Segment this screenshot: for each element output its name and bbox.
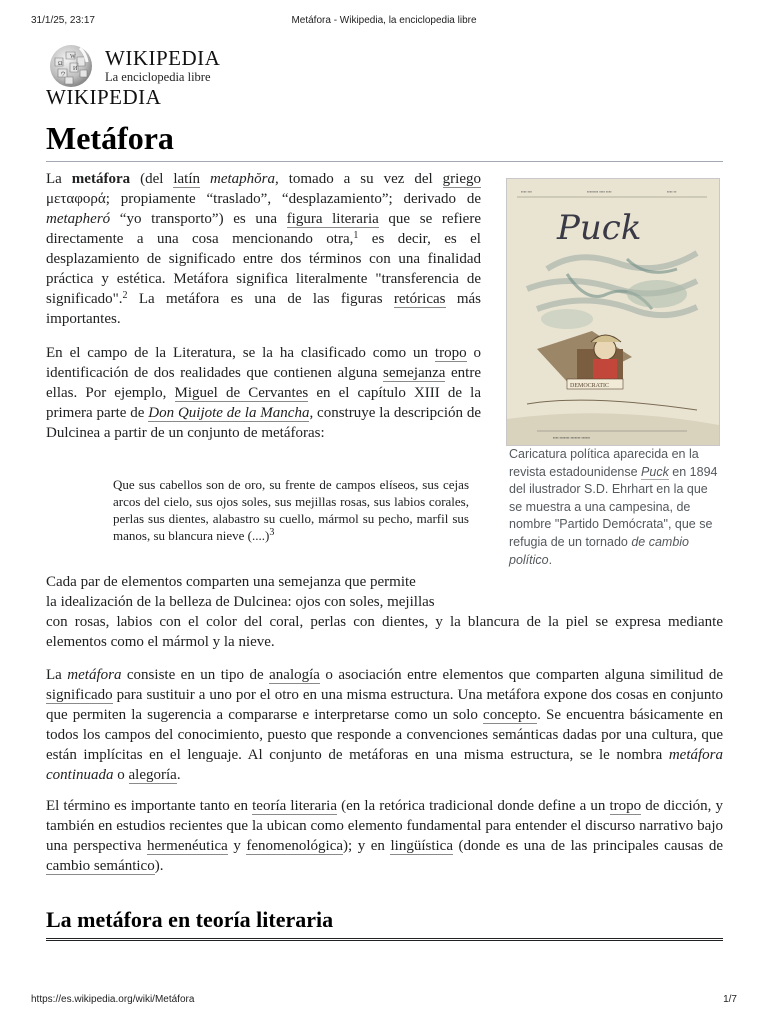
link-analogia[interactable]: analogía xyxy=(269,667,320,683)
link-miguel-de-cervantes[interactable]: Miguel de Cervantes xyxy=(174,385,309,401)
print-footer xyxy=(0,994,768,1008)
figure-caption xyxy=(509,446,721,569)
svg-text:Ω: Ω xyxy=(58,61,63,67)
text: . Se encuentra básicamente en todos los campos del conocimiento, puesto que responde a convenciones semánticas dadas por una cultura, que están implícitas en el lenguaje. Al conjunto de metáforas en una misma estructura, se le nombra xyxy=(46,707,723,763)
text: , construye la descripción de Dulcinea a partir de un conjunto de metáforas: xyxy=(46,405,481,441)
italic-term: metaphŏra xyxy=(210,171,275,187)
text: La metáfora es una de las figuras xyxy=(127,291,394,307)
page-title: Metáfora xyxy=(46,118,723,162)
text: en el capítulo XIII de la primera parte de xyxy=(46,385,481,421)
paragraph-literatura xyxy=(46,343,481,443)
text: Cada par de elementos comparten una semejanza que permite xyxy=(46,574,416,590)
svg-text:▪▪▪▪▪▪▪▪ ▪▪▪▪ ▪▪▪▪: ▪▪▪▪▪▪▪▪ ▪▪▪▪ ▪▪▪▪ xyxy=(587,189,612,194)
wikipedia-logo[interactable] xyxy=(46,44,246,108)
paragraph-3-narrow xyxy=(46,572,481,612)
text: ); y en xyxy=(343,838,391,854)
print-page-number: 1/7 xyxy=(723,994,737,1005)
text: que se refiere directamente a una cosa mencionando otra, xyxy=(46,211,481,247)
paragraph-analogia xyxy=(46,665,723,785)
puck-cover-image xyxy=(506,178,720,446)
svg-text:И: И xyxy=(73,66,78,72)
print-url: https://es.wikipedia.org/wiki/Metáfora xyxy=(31,994,195,1005)
text: o xyxy=(113,767,129,783)
link-semejanza[interactable]: semejanza xyxy=(383,365,446,381)
svg-text:DEMOCRATIC: DEMOCRATIC xyxy=(570,383,610,389)
paragraph-intro xyxy=(46,169,481,329)
text: Caricatura política aparecida en la revista estadounidense xyxy=(509,447,699,479)
wikipedia-wordmark-repeat: WIKIPEDIA xyxy=(46,85,162,109)
svg-text:▪▪▪▪ ▪▪▪: ▪▪▪▪ ▪▪▪ xyxy=(521,189,532,194)
text: (del xyxy=(130,171,174,187)
link-cambio-semantico[interactable]: cambio semántico xyxy=(46,858,155,874)
blockquote-cervantes xyxy=(113,476,469,544)
text: de dicción, y también en estudios recientes que la ubican como elemento fundamental para entender el discurso narrativo bajo una perspectiva xyxy=(46,798,724,854)
quote-text: Que sus cabellos son de oro, su frente de campos elíseos, sus cejas arcos del cielo, sus ojos soles, sus mejillas rosas, sus labios corales, perlas sus dientes, alabastro su cuello, mármol su pecho, marfil sus manos, su blancura nieve (....) xyxy=(113,477,469,543)
text xyxy=(200,171,210,187)
text: (donde es una de las principales causas de xyxy=(452,838,723,854)
text: o identificación de dos realidades que contienen alguna xyxy=(46,345,481,381)
link-teoria-literaria[interactable]: teoría literaria xyxy=(252,798,338,814)
link-concepto[interactable]: concepto xyxy=(483,707,538,723)
link-alegoria[interactable]: alegoría xyxy=(128,767,177,783)
paragraph-3-wide: con rosas, labios con el color del coral, perlas con dientes, y la blancura de la piel se expresa mediante elementos como el mármol y la nieve. xyxy=(46,614,723,650)
italic-term: metáfora xyxy=(67,667,122,683)
italic-term: metáfora continuada xyxy=(46,747,723,783)
text: El término es importante tanto en xyxy=(46,798,253,814)
print-datetime: 31/1/25, 23:17 xyxy=(31,15,95,26)
text: es decir, es el desplazamiento de significado entre dos términos con una finalidad práctica y estética. Metáfora significa literalmente "transferencia de significado". xyxy=(46,231,481,307)
text: La xyxy=(46,667,68,683)
svg-text:▪▪▪▪ ▪▪: ▪▪▪▪ ▪▪ xyxy=(667,189,677,194)
text: (en la retórica tradicional donde define a un xyxy=(337,798,610,814)
link-puck[interactable]: Puck xyxy=(641,464,669,479)
italic-term: metapheró xyxy=(46,211,111,227)
text: la idealización de la belleza de Dulcinea: ojos con soles, mejillas xyxy=(46,594,435,610)
svg-text:ウ: ウ xyxy=(60,72,67,78)
text: ). xyxy=(154,858,164,874)
text: “yo transporto”) es una xyxy=(110,211,287,227)
link-hermeneutica[interactable]: hermenéutica xyxy=(147,838,228,854)
link-significado[interactable]: significado xyxy=(46,687,113,703)
text: La xyxy=(46,171,72,187)
text: consiste en un tipo de xyxy=(121,667,270,683)
wikipedia-wordmark: WIKIPEDIA xyxy=(105,46,221,70)
text: y xyxy=(227,838,247,854)
paragraph-termino xyxy=(46,796,723,876)
text: En el campo de la Literatura, se la ha clasificado como un xyxy=(46,345,435,361)
italic-term: de cambio político xyxy=(509,534,690,567)
text: , tomado a su vez del xyxy=(275,171,443,187)
svg-text:W: W xyxy=(70,54,76,60)
text: . xyxy=(176,767,181,783)
link-griego[interactable]: griego xyxy=(442,171,481,187)
link-linguistica[interactable]: lingüística xyxy=(390,838,453,854)
puck-illustration xyxy=(507,179,719,445)
link-tropo-2[interactable]: tropo xyxy=(609,798,642,814)
ref-2[interactable]: 2 xyxy=(122,290,128,301)
link-don-quijote[interactable]: Don Quijote de la Mancha xyxy=(148,405,310,421)
puck-masthead: Puck xyxy=(557,208,642,248)
link-latin[interactable]: latín xyxy=(173,171,201,187)
print-header xyxy=(0,15,768,29)
ref-1[interactable]: 1 xyxy=(353,230,359,241)
link-tropo[interactable]: tropo xyxy=(434,345,467,361)
text: μεταφορά; propiamente “traslado”, “desplazamiento”; derivado de xyxy=(46,191,481,207)
ref-3[interactable]: 3 xyxy=(269,527,275,538)
wikipedia-globe-icon xyxy=(46,44,96,88)
text: entre ellas. Por ejemplo, xyxy=(46,365,481,401)
section-heading-teoria-literaria: La metáfora en teoría literaria xyxy=(46,906,723,941)
print-doc-title: Metáfora - Wikipedia, la enciclopedia libre xyxy=(291,15,477,26)
text: en 1894 del ilustrador S.D. Ehrhart en la que se muestra a una campesina, de nombre "Partido Demócrata", que se refugia de un tornado xyxy=(509,464,718,549)
link-retoricas[interactable]: retóricas xyxy=(393,291,446,307)
wikipedia-tagline: La enciclopedia libre xyxy=(105,70,211,84)
text: . xyxy=(548,552,553,567)
figure-puck-cover[interactable] xyxy=(506,178,720,446)
text: para sustituir a uno por el otro en una misma estructura. Una metáfora expone dos cosas en conjunto que permiten la sugerencia a compararse e interpretarse como un solo xyxy=(46,687,723,723)
text: o asociación entre elementos que comparten alguna similitud de xyxy=(319,667,724,683)
link-fenomenologica[interactable]: fenomenológica xyxy=(246,838,344,854)
bold-term: metáfora xyxy=(71,171,131,187)
link-figura-literaria[interactable]: figura literaria xyxy=(286,211,379,227)
text: más importantes. xyxy=(46,291,481,327)
svg-text:▪▪▪▪ ▪▪▪▪▪▪▪ ▪▪▪▪▪▪▪ ▪▪▪▪▪▪: ▪▪▪▪ ▪▪▪▪▪▪▪ ▪▪▪▪▪▪▪ ▪▪▪▪▪▪ xyxy=(553,435,591,440)
